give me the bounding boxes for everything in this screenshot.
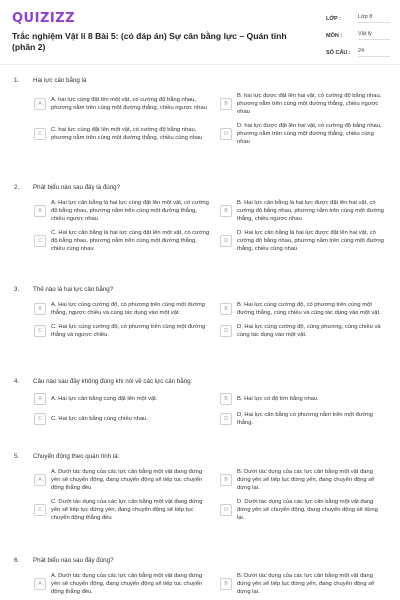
question-4 bbox=[0, 375, 400, 450]
option-letter-box[interactable]: A bbox=[34, 205, 46, 217]
option-a[interactable] bbox=[34, 572, 210, 596]
options-grid bbox=[34, 393, 400, 427]
option-letter-box[interactable]: A bbox=[34, 578, 46, 590]
option-c[interactable] bbox=[34, 498, 210, 522]
option-letter-box[interactable]: C bbox=[34, 235, 46, 247]
option-letter-box[interactable]: D bbox=[220, 504, 232, 516]
option-text: B. Hai lực cân bằng là hai lực được đặt lên hai vật, có cường độ bằng nhau, phương nằm trên cùng một đường thẳng, chiều ngược nhau bbox=[237, 200, 384, 222]
option-text: C. Hai lực cân bằng là hai lực cùng đặt lên một vật, có cường độ bằng nhau, phương nằm trên cùng một đường thẳng, chiều cùng nhau bbox=[51, 230, 210, 252]
option-letter-box[interactable]: D bbox=[220, 325, 232, 337]
question-number: 1. bbox=[14, 76, 20, 84]
question-number: 4. bbox=[14, 377, 20, 385]
option-d[interactable] bbox=[220, 323, 386, 339]
question-2 bbox=[0, 181, 400, 283]
question-text: Thế nào là hai lực cân bằng? bbox=[33, 285, 114, 293]
option-b[interactable] bbox=[220, 468, 386, 492]
meta-label: LỚP : bbox=[326, 15, 341, 22]
option-text: C. Hai lực cân bằng cùng chiều nhau. bbox=[51, 416, 149, 422]
question-text: Phát biểu nào sau đây đúng? bbox=[33, 556, 114, 564]
option-text: D. Hai lực cân bằng là hai lực được đặt lên hai vật, có cường độ bằng nhau, phương nằm trên cùng một đường thẳng, chiều cùng nhau bbox=[237, 230, 384, 252]
option-letter-box[interactable]: B bbox=[220, 474, 232, 486]
option-letter-box[interactable]: B bbox=[220, 98, 232, 110]
meta-value: Lớp 8 bbox=[358, 14, 390, 23]
option-c[interactable] bbox=[34, 411, 210, 427]
option-text: B. hai lực được đặt lên hai vật, có cường độ bằng nhau, phương nằm trên cùng một đường thẳng, chiều ngược nhau bbox=[237, 93, 382, 115]
option-text: B. Hai lực cùng cường độ, có phương trên cùng một đường thẳng, cùng chiều và cùng tác dụng vào một vật. bbox=[237, 302, 381, 316]
option-letter-box[interactable]: D bbox=[220, 413, 232, 425]
option-c[interactable] bbox=[34, 122, 210, 146]
options-grid bbox=[34, 572, 400, 596]
option-letter-box[interactable]: C bbox=[34, 128, 46, 140]
option-text: D. Dưới tác dụng của các lực cân bằng một vật đang đứng yên sẽ chuyển động, đang chuyển động sẽ dừng lại. bbox=[237, 499, 378, 521]
option-text: A. Hai lực cân bằng cùng đặt lên một vật. bbox=[51, 396, 158, 402]
option-text: D. Hai lực cùng cường độ, cùng phương, cùng chiều và cùng tác dụng vào một vật. bbox=[237, 324, 381, 338]
option-d[interactable] bbox=[220, 411, 386, 427]
option-letter-box[interactable]: B bbox=[220, 578, 232, 590]
meta-row-count bbox=[326, 46, 390, 59]
option-text: B. Dưới tác dụng của các lực cân bằng một vật đang đứng yên sẽ tiếp tục đứng yên, đang chuyển động sẽ dừng lại. bbox=[237, 469, 375, 491]
question-text: Câu nào sau đây không đúng khi nói về các lực cân bằng: bbox=[33, 377, 193, 385]
option-a[interactable] bbox=[34, 92, 210, 116]
options-grid bbox=[34, 468, 400, 522]
option-b[interactable] bbox=[220, 92, 386, 116]
question-list bbox=[0, 74, 400, 600]
option-text: C. hai lực cùng đặt lên một vật, có cường độ bằng nhau, phương nằm trên cùng một đường thẳng, chiều cùng nhau bbox=[51, 127, 203, 141]
option-letter-box[interactable]: B bbox=[220, 393, 232, 405]
question-number: 6. bbox=[14, 556, 20, 564]
option-letter-box[interactable]: B bbox=[220, 303, 232, 315]
options-grid bbox=[34, 301, 400, 339]
option-text: D. Hai lực cân bằng có phương nằm trên một đường thẳng. bbox=[237, 412, 373, 426]
question-6 bbox=[0, 554, 400, 600]
option-b[interactable] bbox=[220, 572, 386, 596]
option-text: A. Hai lực cân bằng là hai lực cùng đặt lên một vật, có cường độ bằng nhau, phương nằm trên cùng một đường thẳng, chiều ngược nhau bbox=[51, 200, 209, 222]
option-d[interactable] bbox=[220, 498, 386, 522]
option-b[interactable] bbox=[220, 393, 386, 405]
worksheet-title: Trắc nghiệm Vật lí 8 Bài 5: (có đáp án) Sự cân bằng lực – Quán tính (phần 2) bbox=[12, 31, 287, 52]
header-divider bbox=[0, 64, 400, 65]
option-letter-box[interactable]: D bbox=[220, 128, 232, 140]
meta-row-subject bbox=[326, 29, 390, 42]
option-text: A. Hai lực cùng cường độ, có phương trên cùng một đường thẳng, ngược chiều và cùng tác dụng vào một vật. bbox=[51, 302, 205, 316]
meta-value: 24 bbox=[358, 48, 390, 57]
option-d[interactable] bbox=[220, 122, 386, 146]
option-a[interactable] bbox=[34, 393, 210, 405]
option-letter-box[interactable]: B bbox=[220, 205, 232, 217]
options-grid bbox=[34, 199, 400, 253]
meta-value: Vật lý bbox=[358, 31, 390, 40]
option-letter-box[interactable]: C bbox=[34, 413, 46, 425]
option-text: A. Dưới tác dụng của các lực cân bằng một vật đang đứng yên sẽ chuyển động, đang chuyển động sẽ tiếp tục chuyển động thẳng đều. bbox=[51, 573, 203, 595]
option-text: C. Hai lực cùng cường độ, có phương trên cùng một đường thẳng và ngược chiều. bbox=[51, 324, 206, 338]
question-1 bbox=[0, 74, 400, 181]
option-letter-box[interactable]: C bbox=[34, 325, 46, 337]
question-text: Phát biểu nào sau đây là đúng? bbox=[33, 183, 121, 191]
option-text: B. Hai lực có độ lớn bằng nhau. bbox=[237, 396, 319, 402]
option-text: A. hai lực cùng đặt lên một vật, có cường độ bằng nhau, phương nằm trên cùng một đường thẳng, chiều ngược nhau bbox=[51, 97, 207, 111]
question-text: Chuyển động theo quán tính là: bbox=[33, 452, 120, 460]
option-a[interactable] bbox=[34, 199, 210, 223]
meta-label: SỐ CÂU : bbox=[326, 49, 351, 56]
option-d[interactable] bbox=[220, 229, 386, 253]
quizizz-logo: QUIZIZZ bbox=[12, 11, 76, 26]
option-text: A. Dưới tác dụng của các lực cân bằng một vật đang đứng yên sẽ chuyển động, đang chuyển động sẽ tiếp tục chuyển động thẳng đều bbox=[51, 469, 203, 491]
question-3 bbox=[0, 283, 400, 375]
option-c[interactable] bbox=[34, 229, 210, 253]
option-letter-box[interactable]: A bbox=[34, 98, 46, 110]
option-b[interactable] bbox=[220, 199, 386, 223]
question-5 bbox=[0, 450, 400, 554]
option-a[interactable] bbox=[34, 301, 210, 317]
option-a[interactable] bbox=[34, 468, 210, 492]
question-number: 3. bbox=[14, 285, 20, 293]
worksheet-header bbox=[0, 0, 400, 62]
option-letter-box[interactable]: D bbox=[220, 235, 232, 247]
question-text: Hai lực cân bằng là bbox=[33, 76, 87, 84]
options-grid bbox=[34, 92, 400, 146]
option-letter-box[interactable]: A bbox=[34, 393, 46, 405]
option-letter-box[interactable]: A bbox=[34, 474, 46, 486]
option-letter-box[interactable]: C bbox=[34, 504, 46, 516]
option-text: B. Dưới tác dụng của các lực cân bằng một vật đang đứng yên sẽ tiếp tục đứng yên, đang chuyển động sẽ dừng lại. bbox=[237, 573, 375, 595]
option-b[interactable] bbox=[220, 301, 386, 317]
meta-row-class bbox=[326, 12, 390, 25]
worksheet-meta bbox=[326, 12, 390, 63]
meta-label: MÔN : bbox=[326, 32, 343, 39]
option-text: D. hai lực được đặt lên hai vật, có cường độ bằng nhau, phương nằm trên cùng một đường thẳng, chiều cùng nhau bbox=[237, 123, 382, 145]
question-number: 5. bbox=[14, 452, 20, 460]
option-c[interactable] bbox=[34, 323, 210, 339]
option-letter-box[interactable]: A bbox=[34, 303, 46, 315]
option-text: C. Dưới tác dụng của các lực cân bằng một vật đang đứng yên sẽ tiếp tục đứng yên, đang chuyển động sẽ tiếp tục chuyển động thẳng đều bbox=[51, 499, 203, 521]
question-number: 2. bbox=[14, 183, 20, 191]
